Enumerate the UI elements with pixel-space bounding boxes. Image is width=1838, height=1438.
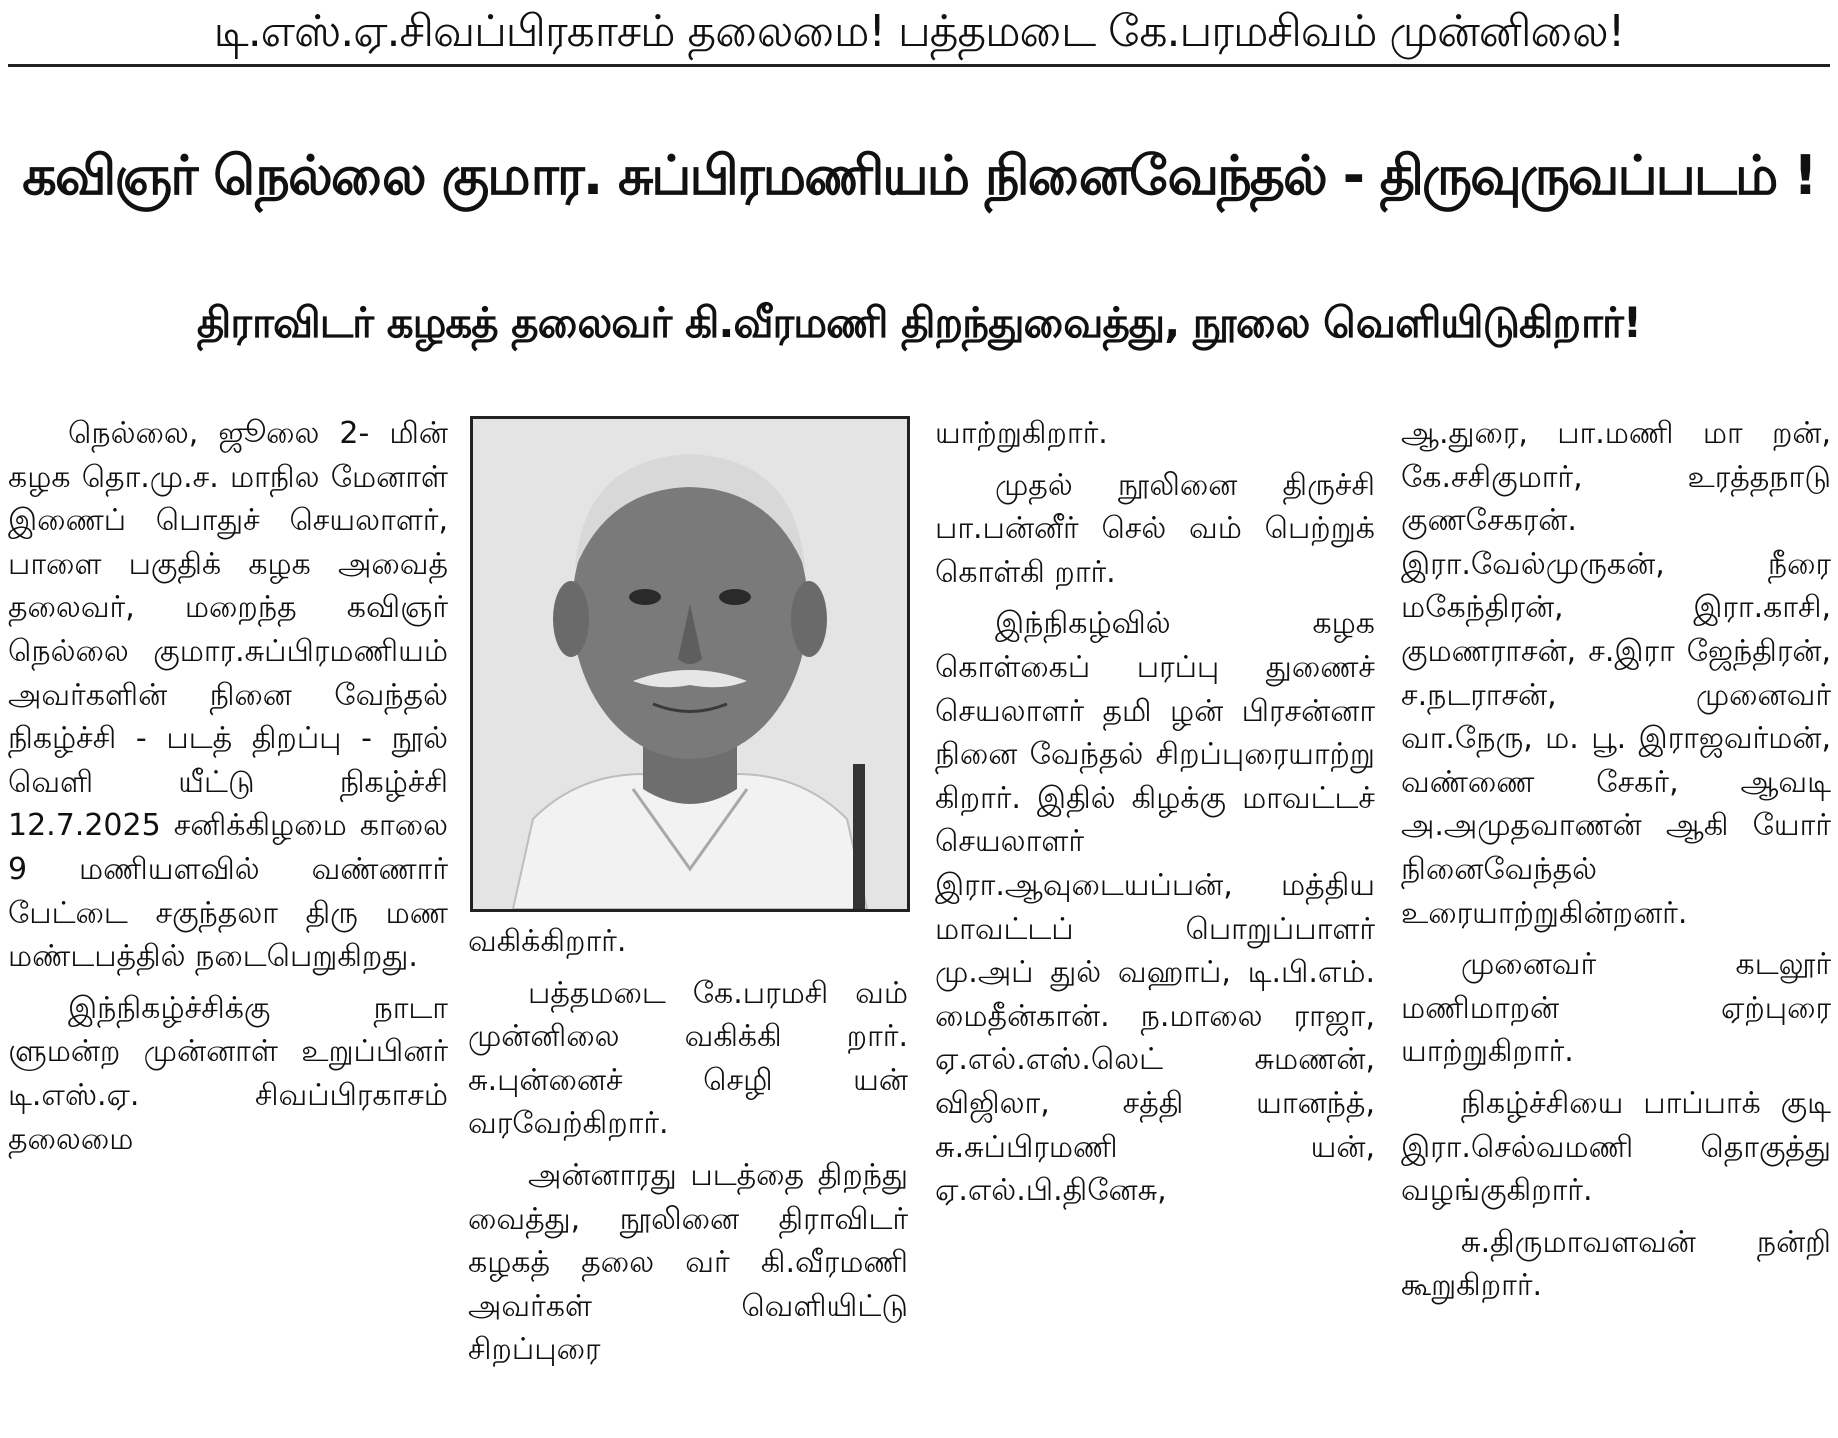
- article-column-4: [1401, 412, 1831, 1316]
- article-column-2: [468, 920, 908, 1380]
- paragraph: நிகழ்ச்சியை பாப்பாக் குடி இரா.செல்வமணி தொகுத்து வழங்குகிறார்.: [1401, 1085, 1831, 1209]
- paragraph: முதல் நூலினை திருச்சி பா.பன்னீர் செல் வம் பெற்றுக் கொள்கி றார்.: [935, 467, 1375, 590]
- portrait-photo: [470, 416, 910, 912]
- paragraph: வகிக்கிறார்.: [468, 924, 627, 959]
- article-column-3: [935, 412, 1375, 1221]
- headline-divider: [8, 64, 1830, 67]
- kicker-headline: டி.எஸ்.ஏ.சிவப்பிரகாசம் தலைமை! பத்தமடை கே.பரமசிவம் முன்னிலை!: [213, 6, 1625, 57]
- article-column-1: [8, 412, 448, 1169]
- sub-headline: திராவிடர் கழகத் தலைவர் கி.வீரமணி திறந்துவைத்து, நூலை வெளியிடுகிறார்!: [196, 298, 1642, 347]
- paragraph: முனைவர் கடலூர் மணிமாறன் ஏற்புரை யாற்றுகிறார்.: [1401, 947, 1831, 1070]
- main-headline: கவிஞர் நெல்லை குமார. சுப்பிரமணியம் நினைவேந்தல் - திருவுருவப்படம் !: [22, 144, 1816, 207]
- paragraph: இந்நிகழ்வில் கழக கொள்கைப் பரப்பு துணைச் செயலாளர் தமி ழன் பிரசன்னா நினை வேந்தல் சிறப்புரையாற்று கிறார். இதில் கிழக்கு மாவட்டச் செயலாளர் இரா.ஆவுடையப்பன், மத்திய மாவட்டப் பொறுப்பாளர் மு.அப் துல் வஹாப், டி.பி.எம். மைதீன்கான். ந.மாலை ராஜா, ஏ.எல்.எஸ்.லெட் சுமணன், விஜிலா, சத்தி யானந்த், சு.சுப்பிரமணி யன், ஏ.எல்.பி.தினேசு,: [935, 606, 1375, 1209]
- paragraph: பத்தமடை கே.பரமசி வம் முன்னிலை வகிக்கி றார். சு.புன்னைச் செழி யன் வரவேற்கிறார்.: [468, 975, 908, 1142]
- paragraph: யாற்றுகிறார்.: [935, 416, 1108, 451]
- paragraph: இந்நிகழ்ச்சிக்கு நாடா ளுமன்ற முன்னாள் உறுப்பினர் டி.எஸ்.ஏ. சிவப்பிரகாசம் தலைமை: [8, 990, 448, 1157]
- paragraph: நெல்லை, ஜூலை 2- மின் கழக தொ.மு.ச. மாநில மேனாள் இணைப் பொதுச் செயலாளர், பாளை பகுதிக் கழக அவைத் தலைவர், மறைந்த கவிஞர் நெல்லை குமார.சுப்பிரமணியம் அவர்களின் நினை வேந்தல் நிகழ்ச்சி - படத் திறப்பு - நூல் வெளி யீட்டு நிகழ்ச்சி 12.7.2025 சனிக்கிழமை காலை 9 மணியளவில் வண்ணார் பேட்டை சகுந்தலா திரு மண மண்டபத்தில் நடைபெறுகிறது.: [8, 416, 448, 975]
- paragraph: அன்னாரது படத்தை திறந்து வைத்து, நூலினை திராவிடர் கழகத் தலை வர் கி.வீரமணி அவர்கள் வெளியிட்டு சிறப்புரை: [468, 1157, 908, 1368]
- paragraph: ஆ.துரை, பா.மணி மா றன், கே.சசிகுமார், உரத்தநாடு குணசேகரன். இரா.வேல்முருகன், நீரை மகேந்திரன், இரா.காசி, குமணராசன், ச.இரா ஜேந்திரன், ச.நடராசன், முனைவர் வா.நேரு, ம. பூ. இராஜவர்மன், வண்ணை சேகர், ஆவடி அ.அமுதவாணன் ஆகி யோர் நினைவேந்தல் உரையாற்றுகின்றனர்.: [1401, 416, 1831, 931]
- paragraph: சு.திருமாவளவன் நன்றி கூறுகிறார்.: [1401, 1224, 1831, 1304]
- portrait-photo-icon: [473, 419, 907, 909]
